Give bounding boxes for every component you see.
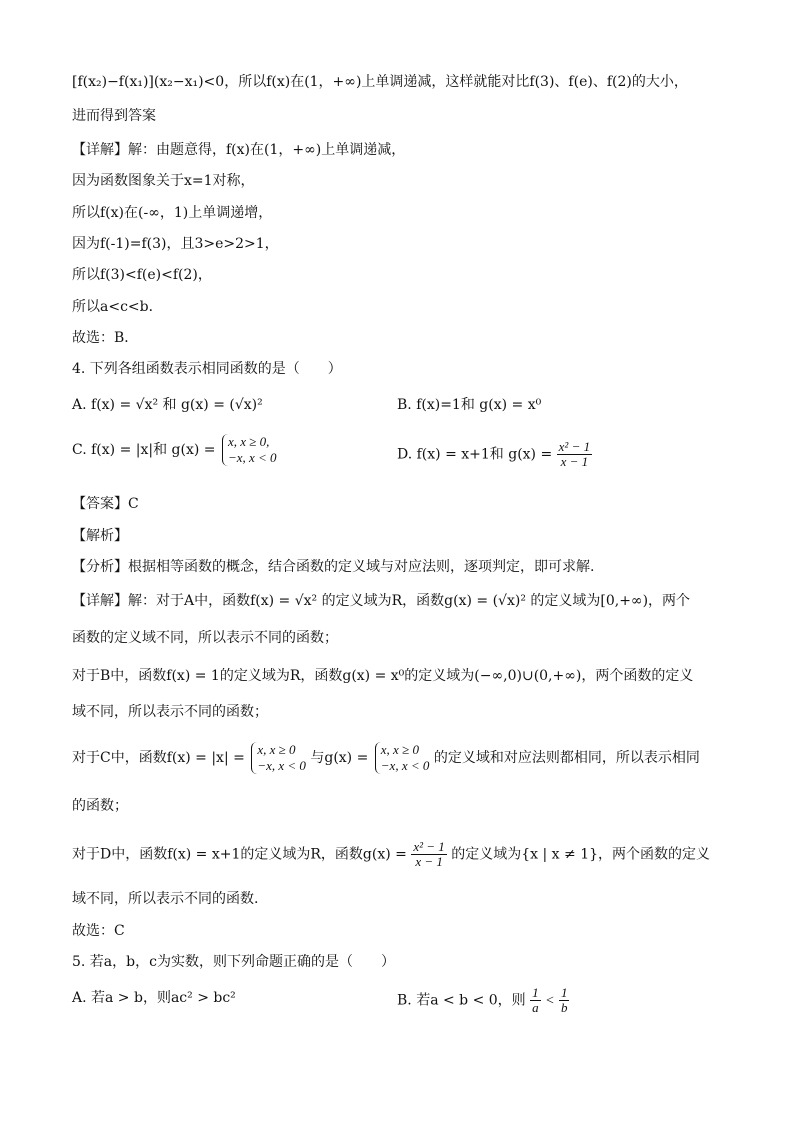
option-a: A. f(x) = √x² 和 g(x) = (√x)²: [72, 397, 263, 413]
detail-d-fraction: $\frac{\text{x² − 1}}{x - 1}$: [413, 839, 445, 869]
line-6: 因为f(-1)=f(3)，且3>e>2>1，: [72, 236, 279, 252]
detail-a-1: 【详解】解：对于A中，函数f(x) = √x² 的定义域为R，函数g(x) = (√x)² 的定义域为[0,+∞)，两个: [72, 593, 691, 609]
q5-option-b: B. 若a < b < 0，则 $\frac{1}{a}$ < $\frac{1}{b}$: [397, 985, 568, 1015]
line-2: 进而得到答案: [72, 108, 156, 124]
line-9: 故选：B．: [72, 330, 139, 346]
choose-c: 故选：C: [72, 923, 125, 939]
detail-c-cases-g: x, x ≥ 0 −x, x < 0: [375, 742, 430, 774]
detail-c-1: 对于C中，函数f(x) = |x| = x, x ≥ 0 −x, x < 0 与g(x) = x, x ≥ 0 −x, x < 0 的定义域和对应法则都相同，所以表示相同: [72, 742, 700, 773]
q5-fraction-2: $\frac{1}{b}$: [560, 985, 568, 1015]
option-c-cases: x, x ≥ 0, −x, x < 0: [222, 434, 277, 466]
line-4: 因为函数图象关于x=1对称，: [72, 173, 255, 189]
line-3: 【详解】解：由题意得，f(x)在(1，+∞)上单调递减，: [72, 142, 406, 158]
line-7: 所以f(3)<f(e)<f(2)，: [72, 267, 212, 283]
option-c: [72, 434, 277, 466]
option-d-fraction: $\frac{\text{x² − 1}}{x - 1}$: [558, 439, 591, 469]
question-4: 4. 下列各组函数表示相同函数的是（ ）: [72, 361, 342, 377]
option-d-text: D. f(x) = x+1和 g(x) =: [397, 446, 553, 463]
detail-b-1: 对于B中，函数f(x) = 1的定义域为R，函数g(x) = x⁰的定义域为(−∞,0)∪(0,+∞)，两个函数的定义: [72, 668, 694, 684]
q5-option-a: A. 若a > b，则ac² > bc²: [72, 990, 236, 1006]
line-5: 所以f(x)在(-∞，1)上单调递增，: [72, 205, 273, 221]
line-8: 所以a<c<b．: [72, 299, 163, 315]
option-c-text: C. f(x) = |x|和 g(x) =: [72, 442, 216, 458]
analysis-label: 【解析】: [72, 528, 128, 544]
option-d: [397, 440, 592, 469]
detail-d-2: 域不同，所以表示不同的函数.: [72, 891, 259, 907]
answer-label: 【答案】C: [72, 496, 139, 512]
question-5: 5. 若a，b，c为实数，则下列命题正确的是（ ）: [72, 954, 395, 970]
detail-a-2: 函数的定义域不同，所以表示不同的函数；: [72, 630, 338, 646]
line-1: [f(x₂)−f(x₁)](x₂−x₁)<0，所以f(x)在(1，+∞)上单调递减，这样就能对比f(3)、f(e)、f(2)的大小，: [72, 74, 688, 90]
q5-fraction-1: $\frac{1}{a}$: [532, 985, 539, 1015]
detail-c-2: 的函数；: [72, 798, 128, 814]
detail-c-cases-f: x, x ≥ 0 −x, x < 0: [251, 742, 306, 774]
detail-d-1: 对于D中，函数f(x) = x+1的定义域为R，函数g(x) = $\frac{\text{x² − 1}}{x - 1}$ 的定义域为{x | x ≠ 1}，两个函数的定义: [72, 839, 711, 869]
detail-b-2: 域不同，所以表示不同的函数；: [72, 704, 268, 720]
analysis-summary: 【分析】根据相等函数的概念，结合函数的定义域与对应法则，逐项判定，即可求解.: [72, 559, 595, 575]
option-b: B. f(x)=1和 g(x) = x⁰: [397, 397, 542, 413]
